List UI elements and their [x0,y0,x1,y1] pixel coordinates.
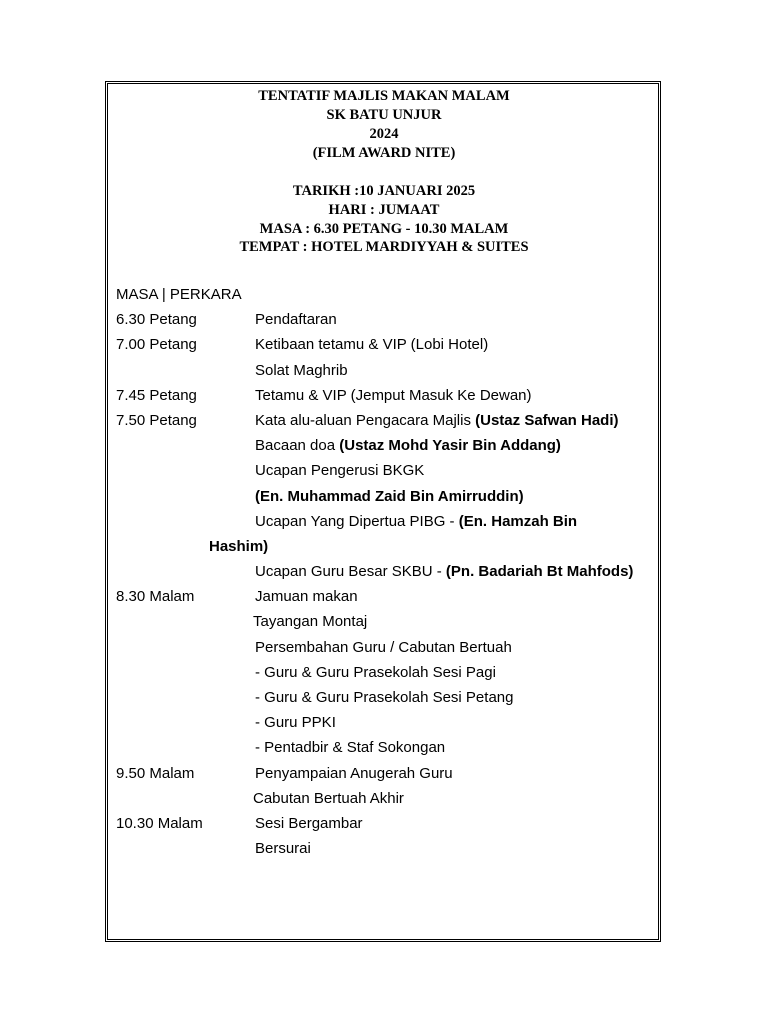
schedule-item [255,436,561,456]
event-title-block [110,87,658,163]
schedule-row [116,839,656,864]
schedule-row [116,612,656,637]
schedule-item [255,512,577,532]
event-time: MASA : 6.30 PETANG - 10.30 MALAM [259,221,509,237]
schedule-time: 7.45 Petang [116,386,197,404]
schedule-row [116,487,656,512]
schedule-row [116,335,656,360]
schedule-item [255,764,453,784]
schedule-row [116,436,656,461]
schedule-row [116,461,656,486]
event-year: 2024 [369,126,399,142]
schedule-row [116,789,656,814]
schedule-item [255,386,532,406]
schedule-row [116,713,656,738]
schedule-item-person: (En. Muhammad Zaid Bin Amirruddin) [255,487,524,505]
schedule-item [255,461,424,481]
schedule-item-person: (Ustaz Mohd Yasir Bin Addang) [339,437,561,455]
schedule-item-text: - Guru & Guru Prasekolah Sesi Petang [255,689,514,706]
schedule-item [255,663,496,683]
schedule-item-text: Ketibaan tetamu & VIP (Lobi Hotel) [255,336,489,354]
schedule-item [255,310,337,330]
schedule-item [209,537,268,557]
schedule-item [255,688,513,708]
event-venue: TEMPAT : HOTEL MARDIYYAH & SUITES [239,239,529,255]
schedule-item-text: Solat Maghrib [255,361,348,379]
schedule-item [255,587,358,607]
schedule-time: 7.50 Petang [116,411,197,429]
schedule-item [255,335,488,355]
schedule-item-text: Tayangan Montaj [253,613,368,631]
schedule-time: 6.30 Petang [116,311,197,329]
event-details-block [110,182,658,257]
event-theme: (FILM AWARD NITE) [312,145,456,161]
schedule-item [255,411,619,431]
schedule-item-person: (En. Hamzah Bin [458,512,578,530]
schedule-row [116,537,656,562]
schedule-row [116,512,656,537]
schedule-row [116,688,656,713]
schedule-item [255,713,336,733]
schedule-row [116,411,656,436]
schedule-time: 10.30 Malam [116,814,203,832]
schedule-item-text: Tetamu & VIP (Jemput Masuk Ke Dewan) [255,386,532,404]
schedule-item-text: Penyampaian Anugerah Guru [255,764,453,782]
schedule-item-text: - Guru & Guru Prasekolah Sesi Pagi [255,663,496,681]
schedule-item-text: Bersurai [255,840,311,858]
schedule-item [255,487,524,507]
schedule-row [116,361,656,386]
schedule-row [116,386,656,411]
schedule-item-text: Ucapan Pengerusi BKGK [255,462,425,480]
schedule-item-text: Sesi Bergambar [255,814,363,832]
schedule-item [255,638,512,658]
schedule-item [253,612,367,632]
schedule-item-person: (Ustaz Safwan Hadi) [475,411,619,429]
schedule-item-person: Hashim) [209,537,269,555]
schedule-item-text: Ucapan Guru Besar SKBU - [255,563,446,581]
schedule-item-text: - Guru PPKI [255,714,336,732]
event-title: TENTATIF MAJLIS MAKAN MALAM [258,88,510,104]
schedule-row [116,814,656,839]
schedule-row [116,764,656,789]
schedule-row [116,587,656,612]
schedule-item-text: Ucapan Yang Dipertua PIBG - [255,512,459,530]
schedule-item [253,789,404,809]
schedule-header-label: MASA | PERKARA [116,286,242,303]
schedule-time: 9.50 Malam [116,764,195,782]
schedule-row [116,562,656,587]
schedule-time: 8.30 Malam [116,588,195,606]
schedule-item-text: - Pentadbir & Staf Sokongan [255,739,446,757]
schedule-row [116,310,656,335]
schedule-item-text: Bacaan doa [255,437,340,455]
schedule-item [255,361,348,381]
schedule-item [255,839,311,859]
schedule-item-text: Cabutan Bertuah Akhir [253,789,404,807]
school-name: SK BATU UNJUR [326,107,442,123]
schedule-item [255,814,363,834]
schedule-row [116,638,656,663]
schedule-list [116,285,656,864]
schedule-item-person: (Pn. Badariah Bt Mahfods) [445,563,634,581]
event-day: HARI : JUMAAT [328,202,440,218]
event-date: TARIKH :10 JANUARI 2025 [292,183,476,199]
schedule-time: 7.00 Petang [116,336,197,354]
schedule-row [116,738,656,763]
schedule-row [116,663,656,688]
schedule-column-header [116,285,656,310]
schedule-item-text: Jamuan makan [255,588,358,606]
schedule-item-text: Persembahan Guru / Cabutan Bertuah [255,638,512,656]
schedule-item-text: Kata alu-aluan Pengacara Majlis [255,411,476,429]
schedule-item [255,738,445,758]
schedule-item-text: Pendaftaran [255,311,337,329]
schedule-item [255,562,633,582]
